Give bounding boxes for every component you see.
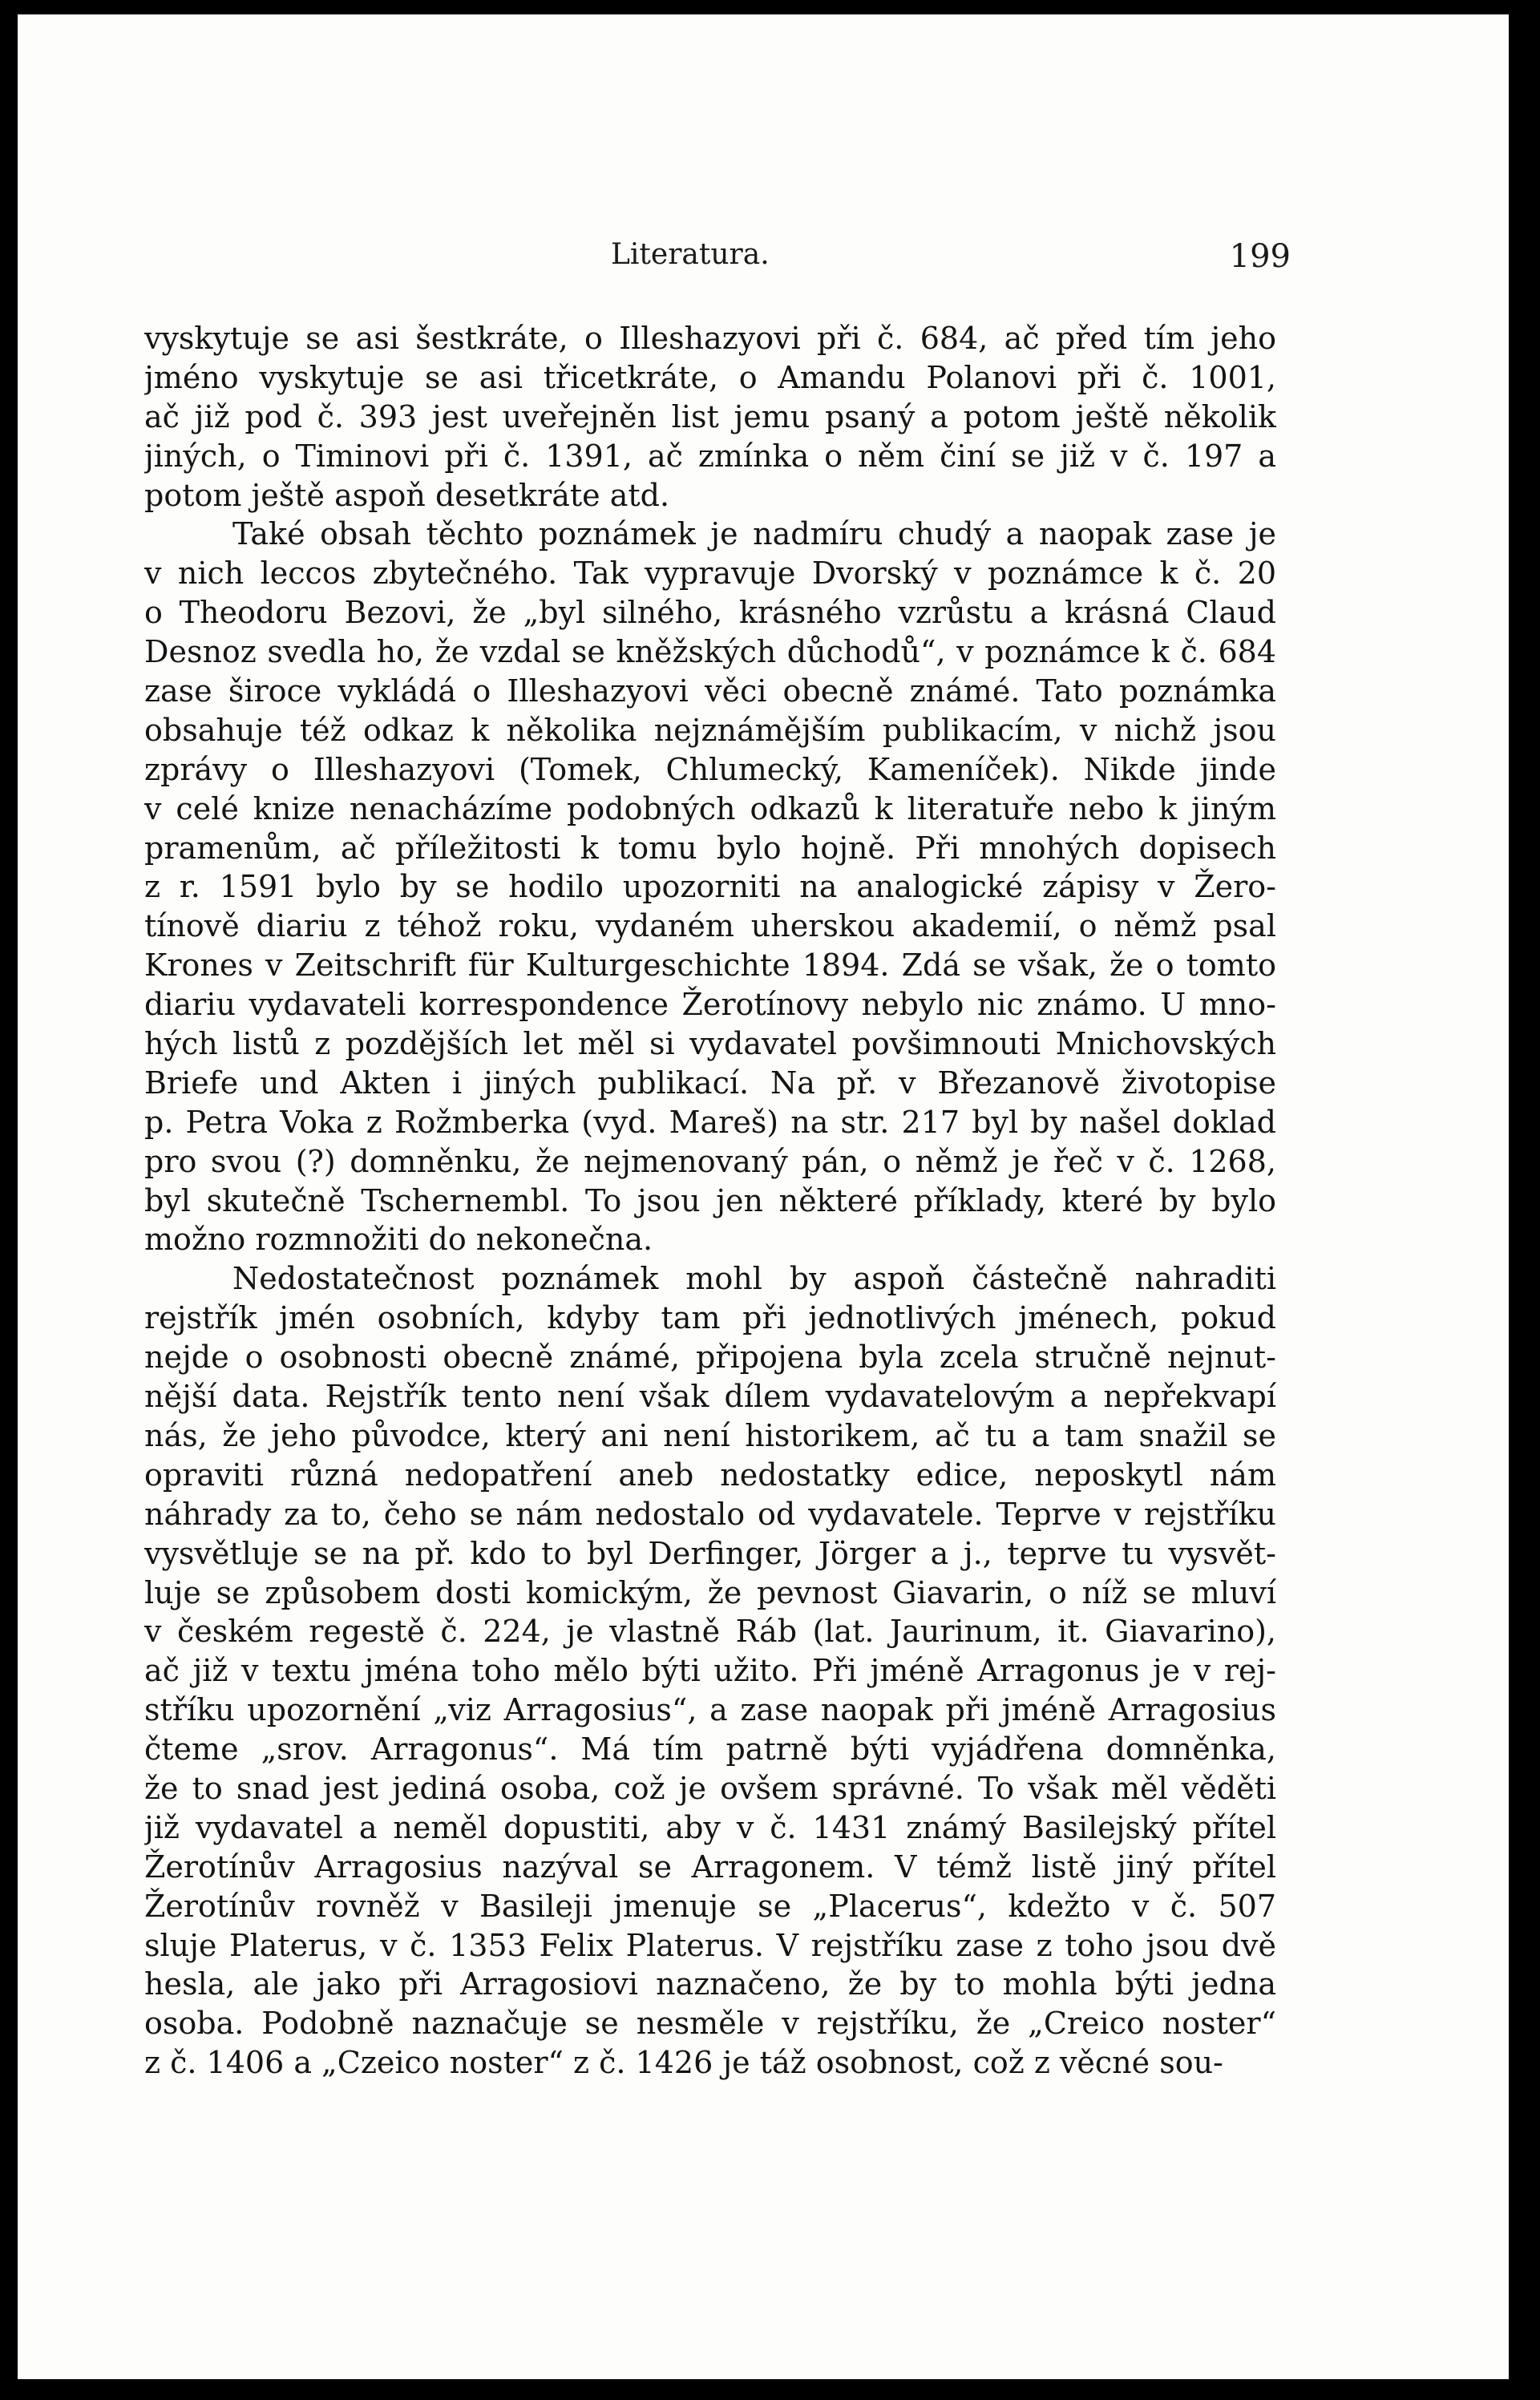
- running-head-title: Literatura.: [611, 238, 770, 271]
- text-line: luje se způsobem dosti komickým, že pevnost Giavarin, o níž se mluví: [144, 1574, 1276, 1610]
- text-line: diariu vydavateli korrespondence Žerotínovy nebylo nic známo. U mno-: [144, 987, 1276, 1023]
- text-line: hých listů z pozdějších let měl si vydavatel povšimnouti Mnichovských: [144, 1026, 1276, 1062]
- text-line: Žerotínův rovněž v Basileji jmenuje se „Placerus“, kdežto v č. 507: [144, 1888, 1276, 1924]
- text-line: z r. 1591 bylo by se hodilo upozorniti na analogické zápisy v Žero-: [144, 869, 1276, 905]
- paragraph: [144, 515, 1276, 1259]
- text-line: osoba. Podobně naznačuje se nesměle v rejstříku, že „Creico noster“: [144, 2006, 1276, 2042]
- text-line: z č. 1406 a „Czeico noster“ z č. 1426 je táž osobnost, což z věcné sou-: [144, 2045, 1223, 2081]
- text-line: Desnoz svedla ho, že vzdal se kněžských důchodů“, v poznámce k č. 684: [144, 634, 1276, 670]
- text-line: v nich leccos zbytečného. Tak vypravuje Dvorský v poznámce k č. 20: [144, 556, 1276, 592]
- text-line: sluje Platerus, v č. 1353 Felix Platerus. V rejstříku zase z toho jsou dvě: [144, 1927, 1276, 1963]
- text-line: jméno vyskytuje se asi třicetkráte, o Amandu Polanovi při č. 1001,: [144, 359, 1276, 395]
- text-line: obsahuje též odkaz k několika nejznámějším publikacím, v nichž jsou: [144, 712, 1276, 748]
- text-line: náhrady za to, čeho se nám nedostalo od vydavatele. Teprve v rejstříku: [144, 1496, 1276, 1532]
- text-line: čteme „srov. Arragonus“. Má tím patrně býti vyjádřena domněnka,: [144, 1731, 1276, 1768]
- text-line: Žerotínův Arragosius nazýval se Arragonem. V témž listě jiný přítel: [144, 1848, 1276, 1885]
- text-line: nás, že jeho původce, který ani není historikem, ač tu a tam snažil se: [144, 1417, 1276, 1453]
- text-line: jiných, o Timinovi při č. 1391, ač zmínka o něm činí se již v č. 197 a: [144, 438, 1276, 474]
- text-line: možno rozmnožiti do nekonečna.: [144, 1222, 653, 1258]
- text-line: rejstřík jmén osobních, kdyby tam při jednotlivých jménech, pokud: [144, 1300, 1276, 1336]
- text-line: v českém regestě č. 224, je vlastně Ráb (lat. Jaurinum, it. Giavarino),: [144, 1614, 1276, 1650]
- paragraph: [144, 1259, 1276, 2083]
- text-line: hesla, ale jako při Arragosiovi naznačeno, že by to mohla býti jedna: [144, 1966, 1276, 2002]
- text-line: že to snad jest jediná osoba, což je ovšem správné. To však měl věděti: [144, 1770, 1276, 1806]
- text-line: Nedostatečnost poznámek mohl by aspoň částečně nahraditi: [232, 1261, 1276, 1297]
- page-number: 199: [1229, 238, 1291, 275]
- text-line: již vydavatel a neměl dopustiti, aby v č. 1431 známý Basilejský přítel: [144, 1809, 1276, 1845]
- text-line: nejde o osobnosti obecně známé, připojena byla zcela stručně nejnut-: [144, 1339, 1276, 1376]
- text-line: opraviti různá nedopatření aneb nedostatky edice, neposkytl nám: [144, 1457, 1276, 1493]
- text-line: byl skutečně Tschernembl. To jsou jen některé příklady, které by bylo: [144, 1182, 1276, 1218]
- text-line: ač již pod č. 393 jest uveřejněn list jemu psaný a potom ještě několik: [144, 398, 1276, 434]
- text-line: Briefe und Akten i jiných publikací. Na př. v Březanově životopise: [144, 1065, 1276, 1101]
- text-line: vysvětluje se na př. kdo to byl Derfinger, Jörger a j., teprve tu vysvět-: [144, 1535, 1276, 1571]
- running-head: [18, 227, 1509, 283]
- text-line: tínově diariu z téhož roku, vydaném uherskou akademií, o němž psal: [144, 908, 1276, 944]
- text-line: potom ještě aspoň desetkráte atd.: [144, 477, 670, 513]
- text-line: vyskytuje se asi šestkráte, o Illeshazyovi při č. 684, ač před tím jeho: [144, 321, 1276, 356]
- text-line: v celé knize nenacházíme podobných odkazů k literatuře nebo k jiným: [144, 790, 1276, 826]
- text-line: ač již v textu jména toho mělo býti užito. Při jméně Arragonus je v rej-: [144, 1653, 1276, 1689]
- text-line: Krones v Zeitschrift für Kulturgeschichte 1894. Zdá se však, že o tomto: [144, 947, 1276, 984]
- paragraph: [144, 319, 1276, 515]
- text-line: nější data. Rejstřík tento není však dílem vydavatelovým a nepřekvapí: [144, 1379, 1276, 1415]
- body-text: [144, 319, 1276, 2083]
- text-line: pramenům, ač příležitosti k tomu bylo hojně. Při mnohých dopisech: [144, 830, 1276, 866]
- book-page: [18, 14, 1509, 2379]
- text-line: pro svou (?) domněnku, že nejmenovaný pán, o němž je řeč v č. 1268,: [144, 1143, 1276, 1179]
- text-line: zase široce vykládá o Illeshazyovi věci obecně známé. Tato poznámka: [144, 673, 1276, 709]
- text-line: p. Petra Voka z Rožmberka (vyd. Mareš) na str. 217 byl by našel doklad: [144, 1104, 1276, 1140]
- text-line: Také obsah těchto poznámek je nadmíru chudý a naopak zase je: [232, 516, 1276, 552]
- text-line: stříku upozornění „viz Arragosius“, a zase naopak při jméně Arragosius: [144, 1692, 1276, 1728]
- text-line: o Theodoru Bezovi, že „byl silného, krásného vzrůstu a krásná Claud: [144, 595, 1276, 631]
- text-line: zprávy o Illeshazyovi (Tomek, Chlumecký, Kameníček). Nikde jinde: [144, 751, 1276, 787]
